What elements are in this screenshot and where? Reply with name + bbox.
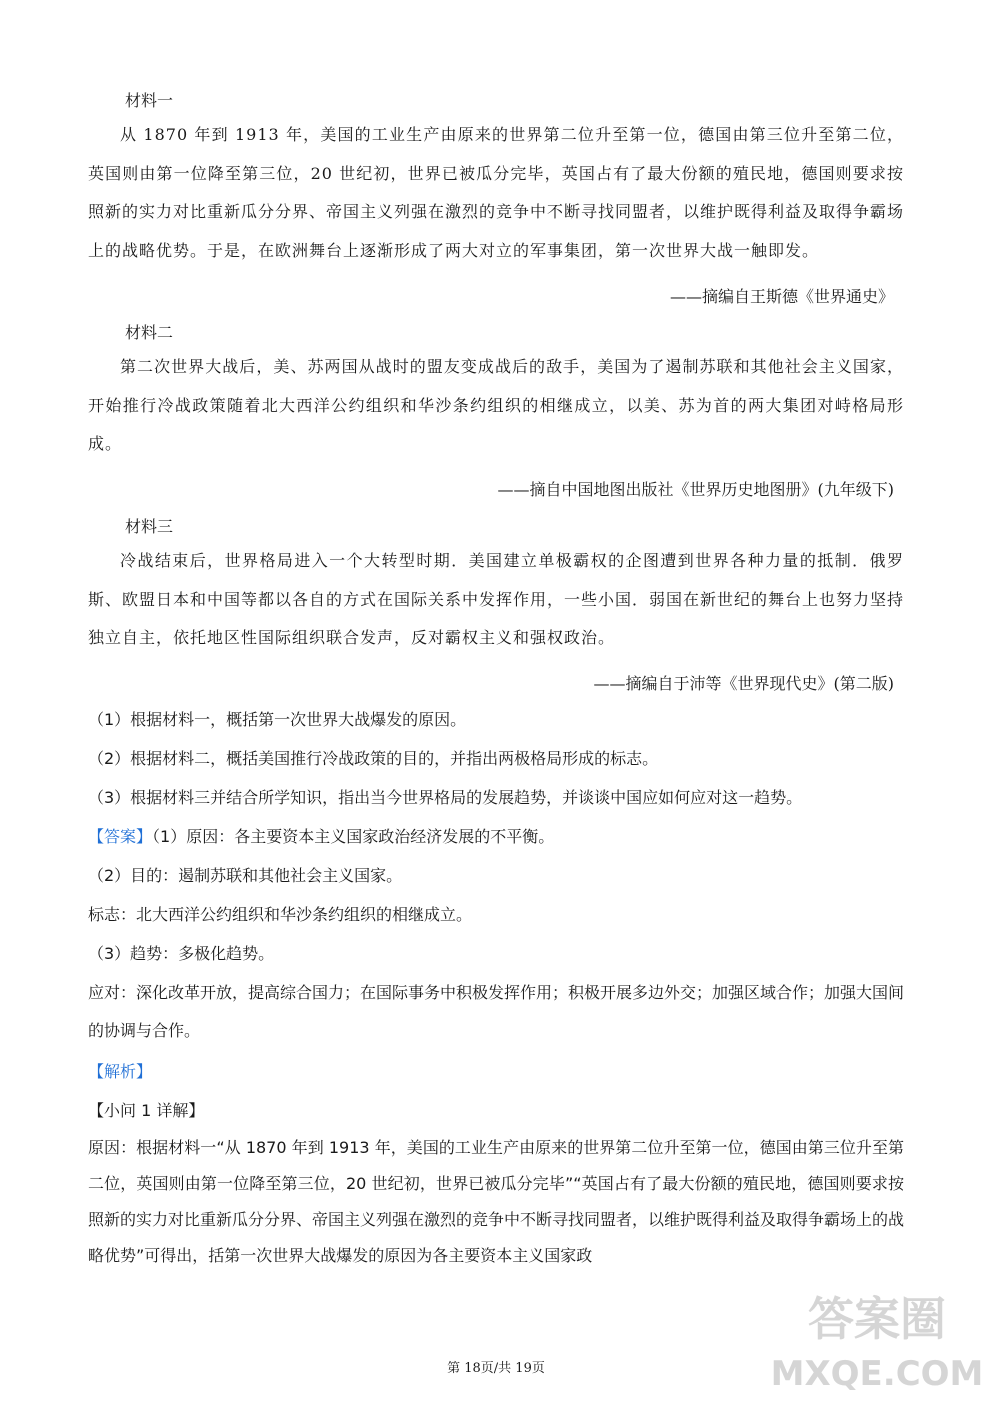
answer-tag: 【答案】 [88, 827, 153, 846]
material-1-body: 从 1870 年到 1913 年，美国的工业生产由原来的世界第二位升至第一位，德国由第三位升至第二位，英国则由第一位降至第三位，20 世纪初，世界已被瓜分完毕，英国占有了最大份额的殖民地，德国则要求按照新的实力对比重新瓜分分界、帝国主义列强在激烈的竞争中不断寻找同盟者，以维护既得利益及取得争霸场上的战略优势。于是，在欧洲舞台上逐渐形成了两大对立的军事集团，第一次世界大战一触即发。 [88, 125, 905, 260]
answer-line-3: 标志：北大西洋公约组织和华沙条约组织的相继成立。 [88, 905, 473, 924]
analysis-body: 原因：根据材料一“从 1870 年到 1913 年，美国的工业生产由原来的世界第二位升至第一位，德国由第三位升至第二位，英国则由第一位降至第三位，20 世纪初，世界已被瓜分完毕”“英国占有了最大份额的殖民地，德国则要求按照新的实力对比重新瓜分分界、帝国主义列强在激烈的竞争中不断寻找同盟者，以维护既得利益及取得争霸场上的战略优势”可得出，括第一次世界大战爆发的原因为各主要资本主义国家政 [88, 1138, 905, 1265]
answer-line-4: （3）趋势：多极化趋势。 [88, 944, 275, 963]
watermark-top-text: 答案圈 [808, 1292, 946, 1346]
material-3-title: 材料三 [125, 517, 174, 536]
material-2-source: ——摘自中国地图出版社《世界历史地图册》(九年级下) [497, 480, 894, 499]
sub-question-heading: 【小问 1 详解】 [88, 1101, 205, 1120]
answer-text-1: （1）原因：各主要资本主义国家政治经济发展的不平衡。 [152, 827, 555, 846]
answer-line-2: （2）目的：遏制苏联和其他社会主义国家。 [88, 866, 403, 885]
page-footer: 第 18页/共 19页 [447, 1361, 545, 1376]
material-2-body: 第二次世界大战后，美、苏两国从战时的盟友变成战后的敌手，美国为了遏制苏联和其他社会主义国家，开始推行冷战政策随着北大西洋公约组织和华沙条约组织的相继成立，以美、苏为首的两大集团对峙格局形成。 [88, 357, 904, 453]
question-3: （3）根据材料三并结合所学知识，指出当今世界格局的发展趋势，并谈谈中国应如何应对这一趋势。 [88, 788, 803, 807]
material-1-source: ——摘编自王斯德《世界通史》 [669, 287, 894, 306]
material-2-title: 材料二 [125, 323, 174, 342]
analysis-tag [88, 1062, 904, 1082]
answer-line-1 [88, 827, 904, 847]
analysis-tag-text: 【解析】 [88, 1062, 153, 1081]
material-3-source: ——摘编自于沛等《世界现代史》(第二版) [593, 674, 894, 693]
watermark-logo [770, 1280, 984, 1398]
watermark-bottom-text: MXQE.COM [770, 1354, 984, 1394]
answer-line-5: 应对：深化改革开放，提高综合国力；在国际事务中积极发挥作用；积极开展多边外交；加强区域合作；加强大国间的协调与合作。 [88, 983, 905, 1040]
material-3-body: 冷战结束后，世界格局进入一个大转型时期．美国建立单极霸权的企图遭到世界各种力量的抵制．俄罗斯、欧盟日本和中国等都以各自的方式在国际关系中发挥作用，一些小国．弱国在新世纪的舞台上也努力坚持独立自主，依托地区性国际组织联合发声，反对霸权主义和强权政治。 [88, 551, 905, 647]
question-2: （2）根据材料二，概括美国推行冷战政策的目的，并指出两极格局形成的标志。 [88, 749, 659, 768]
question-1: （1）根据材料一，概括第一次世界大战爆发的原因。 [88, 710, 467, 729]
material-1-title: 材料一 [125, 91, 174, 110]
